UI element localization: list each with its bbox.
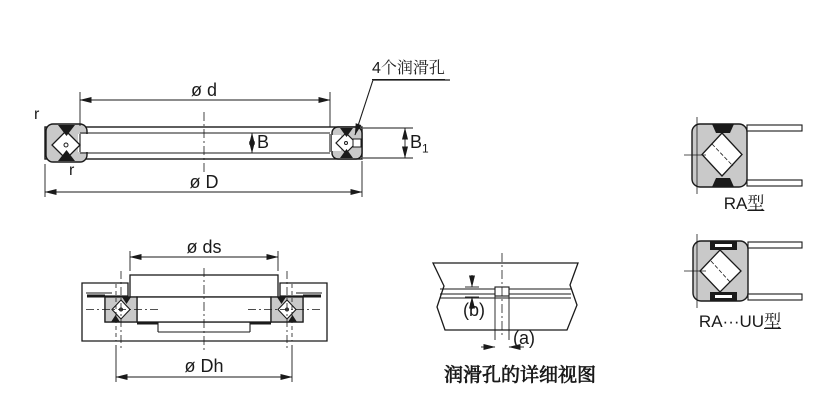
fillet-label-bottom: r [69, 162, 75, 179]
lube-hole-mark [353, 139, 361, 147]
dim-label-inner-diameter: ø d [190, 80, 217, 100]
dim-label-B1-main: B [410, 132, 423, 152]
dim-label-b: (b) [463, 300, 485, 320]
rauu-type-label [690, 313, 790, 332]
dim-label-width-B1 [410, 133, 429, 156]
rauu-type-prefix: RA···UU [698, 312, 765, 331]
ra-rail-top [747, 125, 802, 131]
ra-rail-bottom [747, 180, 802, 186]
mounted-view [82, 268, 327, 352]
rauu-rail-top [748, 242, 802, 248]
bearing-outline [45, 127, 362, 159]
fillet-label-top: r [34, 106, 40, 123]
rauu-rail-bottom [748, 294, 802, 300]
dim-label-width-B: B [257, 132, 270, 152]
detail-view-caption: 润滑孔的详细视图 [443, 365, 596, 386]
ra-type-prefix: RA [723, 194, 748, 213]
dim-label-outer-diameter: ø D [189, 172, 219, 192]
dim-label-a: (a) [513, 328, 535, 348]
ra-type-label [704, 195, 784, 214]
main-section-view [45, 112, 362, 174]
dim-label-shaft-diameter: ø ds [186, 237, 222, 257]
ra-type-suffix: 型 [747, 194, 765, 213]
lube-holes-note: 4个润滑孔 [372, 60, 445, 80]
dim-label-B1-sub: 1 [422, 141, 429, 156]
lube-leader-line [355, 80, 373, 135]
dim-label-housing-diameter: ø Dh [184, 356, 224, 376]
ra-type-figure [684, 117, 802, 194]
rauu-type-figure [684, 234, 802, 308]
rauu-type-suffix: 型 [764, 312, 782, 331]
lube-hole-detail-view [433, 253, 578, 347]
